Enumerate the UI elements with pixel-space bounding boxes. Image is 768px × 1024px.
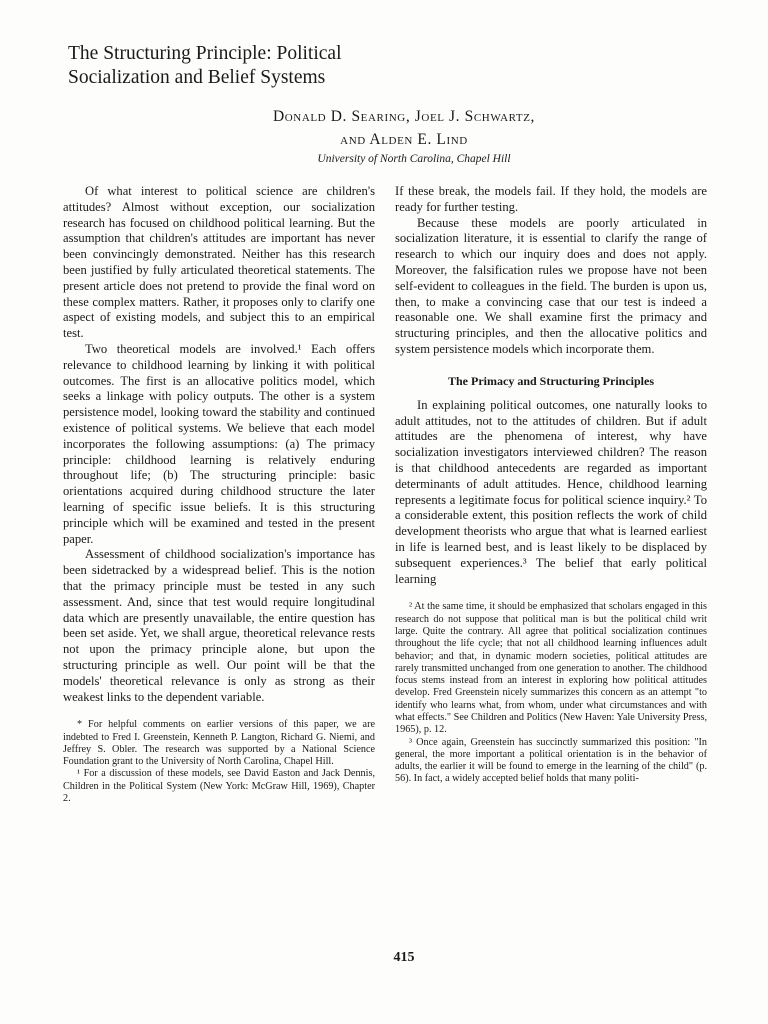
right-column-body bbox=[395, 184, 707, 358]
footnote: ³ Once again, Greenstein has succinctly summarized this position: "In general, the more important a political orientation is in the behavior of adults, the earlier it will be found to emerge in the learning of the child" (p. 56). In fact, a widely accepted belief holds that many politi- bbox=[395, 736, 707, 785]
article-title bbox=[68, 42, 628, 90]
right-column bbox=[395, 184, 707, 786]
footnote: ² At the same time, it should be emphasized that scholars engaged in this research do not suppose that political man is but the political child writ large. Quite the contrary. All agree that political socialization continues throughout the life cycle; that not all childhood learning influences adult behavior; and that, in dynamic modern societies, political attitudes are rarely transmitted unchanged from one generation to another. The childhood focus stems instead from an interest in exploring how political attitudes develop. Fred Greenstein nicely summarizes this concern as an attempt "to identify who learns what, from whom, under what circumstances and with what effects." See Children and Politics (New Haven: Yale University Press, 1965), p. 12. bbox=[395, 601, 707, 736]
title-line-2: Socialization and Belief Systems bbox=[68, 67, 326, 88]
footnote: ¹ For a discussion of these models, see David Easton and Jack Dennis, Children in the Political System (New York: McGraw Hill, 1969), Chapter 2. bbox=[63, 768, 375, 805]
section-heading: The Primacy and Structuring Principles bbox=[448, 373, 654, 388]
left-column bbox=[63, 184, 375, 805]
footnote: * For helpful comments on earlier versions of this paper, we are indebted to Fred I. Greenstein, Kenneth P. Langton, Richard G. Niemi, and Jeffrey S. Obler. The research was supported by a National Science Foundation grant to the University of North Carolina, Chapel Hill. bbox=[63, 719, 375, 768]
right-section-body bbox=[395, 398, 707, 588]
authors-line-2: and Alden E. Lind bbox=[340, 131, 468, 148]
body-paragraph: Two theoretical models are involved.¹ Each offers relevance to childhood learning by linking it with political outcomes. The first is an allocative politics model, which seeks a linkage with policy outputs. The other is a system persistence model, looking toward the stability and continued existence of political systems. We believe that each model incorporates the following assumptions: (a) The primacy principle: childhood learning is relatively enduring throughout life; (b) The structuring principle: basic orientations acquired during childhood structure the later learning of specific issue beliefs. It is this structuring principle which will be examined and tested in the present paper. bbox=[63, 341, 375, 546]
left-column-body bbox=[63, 184, 375, 705]
body-paragraph: Assessment of childhood socialization's importance has been sidetracked by a widespread belief. This is the notion that the primacy principle must be tested in any such assessment. And, since that test would require longitudinal data which are presently unavailable, the entire question has been set aside. Yet, we shall argue, theoretical relevance rests not upon the primacy principle alone, but upon the structuring principle as well. Our point will be that the models' theoretical relevance is only as strong as their weakest links to the dependent variable. bbox=[63, 547, 375, 704]
page-number: 415 bbox=[393, 950, 415, 965]
right-footnotes bbox=[395, 601, 707, 785]
body-paragraph: If these break, the models fail. If they hold, the models are ready for further testing. bbox=[395, 184, 707, 214]
affiliation: University of North Carolina, Chapel Hill bbox=[317, 153, 511, 165]
authors-line-1: Donald D. Searing, Joel J. Schwartz, bbox=[272, 108, 536, 125]
left-footnotes bbox=[63, 719, 375, 805]
title-line-1: The Structuring Principle: Political bbox=[68, 43, 342, 64]
body-paragraph: Of what interest to political science are children's attitudes? Almost without exception, our socialization research has focused on childhood political learning. But the assumption that children's attitudes are important has never been convincingly demonstrated. Neither has this research been justified by fully articulated theoretical statements. The present article does not pretend to provide the final word on these complex matters. Rather, it proposes only to clarify one aspect of existing models, and subject this to an empirical test. bbox=[63, 184, 375, 341]
body-paragraph: Because these models are poorly articulated in socialization literature, it is essential to clarify the range of research to which our inquiry does and does not apply. Moreover, the falsification rules we propose have not been self-evident to colleagues in the field. The burden is upon us, then, to make a convincing case that our test is indeed a reasonable one. We shall examine first the primacy and structuring principles, and then the allocative politics and system persistence models which incorporate them. bbox=[395, 215, 707, 356]
body-paragraph: In explaining political outcomes, one naturally looks to adult attitudes, not to the attitudes of children. But if adult attitudes are the phenomena of interest, why have socialization investigators interviewed children? The reason is that childhood antecedents are regarded as important determinants of adult attitudes. Hence, childhood learning represents a legitimate focus for political science inquiry.² To a considerable extent, this position reflects the work of child development theorists who argue that what is learned earliest in life is learned best, and is least likely to be displaced by subsequent experiences.³ The belief that early political learning bbox=[395, 397, 707, 586]
